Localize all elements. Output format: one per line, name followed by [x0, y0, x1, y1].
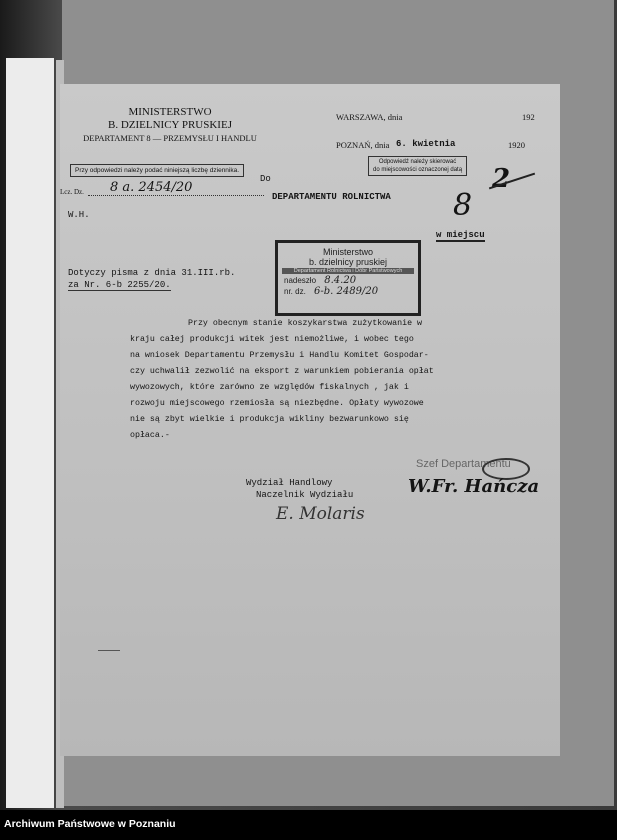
city-warsaw: WARSZAWA, dnia — [336, 112, 403, 122]
stamp-department: Departament Rolnictwa i Dóbr Państwowych — [282, 268, 414, 274]
body-line: wywozowych, które zarówno ze względów fiskalnych , jak i — [130, 383, 409, 392]
ministry-district: B. DZIELNICY PRUSKIEJ — [108, 119, 232, 131]
journal-line — [88, 195, 264, 196]
hand-number-crossed: 2 — [492, 164, 511, 194]
document-page — [60, 84, 560, 756]
stamp-ministry: Ministerstwo — [322, 247, 373, 257]
handwritten-signature: W.Fr. Hańcza — [408, 476, 540, 497]
year-warsaw: 192 — [522, 112, 535, 122]
hand-number: 8 — [453, 188, 473, 223]
stamp-received-label: nadeszło — [284, 276, 317, 285]
reply-note-right — [368, 156, 467, 176]
date-poznan: 6. kwietnia — [396, 139, 456, 149]
signature-head: Naczelnik Wydziału — [256, 490, 354, 500]
body-line: kraju całej produkcji witek jest niemożliwe, i wobec tego — [130, 335, 414, 344]
reference-line-1: Dotyczy pisma z dnia 31.III.rb. — [68, 268, 236, 278]
letter-body — [130, 316, 434, 444]
journal-label: Lcz. Dz. — [60, 188, 84, 196]
reply-note-right-line1: Odpowiedź należy skierować — [378, 159, 457, 165]
stamp-number-value: 6-b. 2489/20 — [314, 286, 379, 297]
archive-footer — [0, 810, 617, 840]
ministry-name: MINISTERSTWO — [128, 106, 212, 118]
to-label: Do — [260, 174, 271, 184]
recipient: DEPARTAMENTU ROLNICTWA — [272, 192, 391, 202]
signature-division: Wydział Handlowy — [246, 478, 333, 488]
reply-note-right-line2: do miejscowości oznaczonej datą — [373, 167, 463, 173]
journal-number: 8 a. 2454/20 — [110, 180, 193, 195]
received-stamp — [275, 240, 421, 316]
body-line: rozwoju miejscowego rzemiosła są niezbędne. Opłaty wywozowe — [130, 399, 424, 408]
body-line: Przy obecnym stanie koszykarstwa zużytkowanie w — [188, 319, 423, 328]
stamp-district: b. dzielnicy pruskiej — [308, 257, 388, 267]
stamp-number-label: nr. dz. — [284, 287, 306, 296]
body-line: czy uchwalił zezwolić na eksport z warunkiem pobierania opłat — [130, 367, 434, 376]
margin-mark — [98, 650, 120, 651]
handwritten-name: E. Molaris — [276, 504, 365, 524]
body-line: opłaca.- — [130, 431, 170, 440]
stamp-received-row — [278, 275, 418, 286]
body-line: na wniosek Departamentu Przemysłu i Handlu Komitet Gospodar- — [130, 351, 429, 360]
ministry-letterhead — [60, 106, 280, 145]
body-line: nie są zbyt wielkie i produkcja wikliny bezwarunkowo się — [130, 415, 409, 424]
reply-note-left: Przy odpowiedzi należy podać niniejszą liczbę dziennika. — [70, 164, 244, 177]
place: w miejscu — [436, 230, 485, 240]
city-poznan: POZNAŃ, dnia — [336, 140, 390, 150]
year-poznan: 1920 — [508, 140, 525, 150]
wh-initials: W.H. — [68, 210, 90, 220]
department-name: DEPARTAMENT 8 — PRZEMYSŁU I HANDLU — [83, 133, 257, 143]
page-edge-strip — [6, 58, 54, 808]
archive-name: Archiwum Państwowe w Poznaniu — [4, 818, 176, 830]
chief-stamp-text: Szef Departamentu — [416, 458, 511, 470]
stamp-received-date: 8.4.20 — [324, 275, 357, 286]
reference-line-2: za Nr. 6-b 2255/20. — [68, 280, 171, 290]
stamp-number-row — [278, 286, 418, 297]
